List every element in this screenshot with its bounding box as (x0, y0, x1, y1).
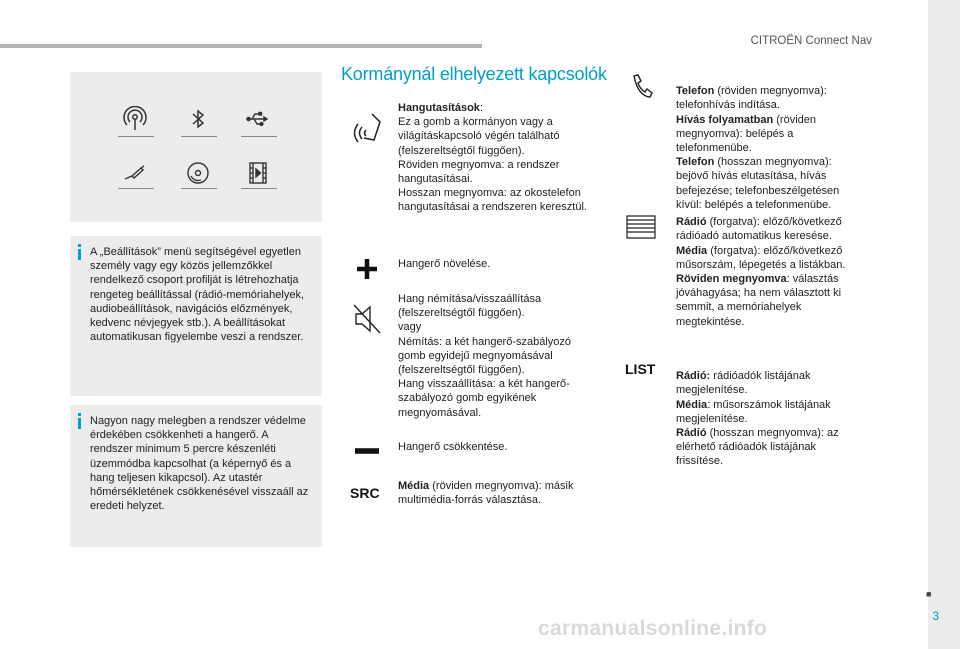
control-thumb-b3: Röviden megnyomva (676, 273, 787, 286)
thumbwheel-icon (624, 214, 658, 240)
mute-icon (352, 302, 382, 336)
control-thumb-t1: (forgatva): előző/következő rádióadó automatikus keresése. (676, 216, 842, 243)
control-src-text: (röviden megnyomva): másik multimédia-forrás választása. (398, 480, 574, 507)
aux-cable-icon (118, 156, 152, 190)
info-note-settings (70, 236, 322, 396)
phone-icon (630, 72, 654, 100)
info-icon (78, 244, 81, 260)
watermark: carmanualsonline.info (538, 617, 768, 640)
control-phone-t3: (hosszan megnyomva): bejövő hívás elutasítása, hívás befejezése; telefonbeszélgetésen kívül: belépés a telefonmenübe. (676, 156, 840, 211)
control-volume-down: Hangerő csökkentése. (398, 441, 508, 453)
control-phone-b3: Telefon (676, 156, 715, 169)
section-title: Kormánynál elhelyezett kapcsolók (341, 64, 607, 84)
note-text: Nagyon nagy melegben a rendszer védelme érdekében csökkenheti a hangerő. A rendszer minimum 5 percre készenléti üzemmódba kapcsolhat (a képernyő és a hang teljesen kikapcsol). Az utastér hőmérsékletének csökkenésével visszaáll az eredeti helyzet. (90, 415, 309, 513)
control-list-b3: Rádió (676, 427, 707, 440)
control-list-b1: Rádió: (676, 370, 711, 383)
plus-icon (356, 258, 378, 280)
control-src-bold: Média (398, 480, 430, 492)
page-end-marker: ■ (926, 589, 932, 599)
control-volume-up: Hangerő növelése. (398, 258, 491, 270)
control-phone-b2: Hívás folyamatban (676, 113, 774, 126)
info-note-heat (70, 405, 322, 547)
voice-command-icon (350, 108, 386, 148)
control-list-b2: Média (676, 398, 708, 411)
info-icon (78, 413, 81, 429)
src-label: SRC (350, 485, 380, 501)
list-label: LIST (625, 361, 656, 377)
running-header: CITROËN Connect Nav (750, 35, 872, 47)
control-thumbwheel (676, 201, 861, 329)
control-phone-t1: (röviden megnyomva): telefonhívás indítása. (676, 85, 827, 112)
control-phone (676, 70, 851, 212)
control-list-t1: rádióadók listájának megjelenítése. (676, 370, 811, 397)
minus-icon (354, 446, 380, 456)
page-number: 3 (932, 609, 939, 623)
control-mute: Hang némítása/visszaállítása (felszereltségtől függően). vagy Némítás: a két hangerő-szabályozó gomb egyidejű megnyomásával (felszereltségtől függően). Hang visszaállítása: a két hangerő-szabályozó gomb egyikének megnyomásával. (398, 293, 572, 419)
usb-icon (241, 102, 275, 136)
source-icon-panel (70, 72, 322, 222)
control-voice (398, 101, 588, 215)
header-rule (0, 44, 482, 48)
note-text: A „Beállítások” menü segítségével egyetlen személy vagy egy közös jellemzőkkel rendelkező csoport profilját is létrehozhatja rengeteg beállítással (rádió-memóriahelyek, audiobeállítások, navigációs előzmények, kedvenc névjegyek stb.). A beállításokat automatikusan figyelembe veszi a rendszer. (90, 246, 304, 344)
control-thumb-b2: Média (676, 244, 708, 257)
cd-icon (181, 156, 215, 190)
control-voice-text: : Ez a gomb a kormányon vagy a világításkapcsoló végén található (felszereltségtől függően). Röviden megnyomva: a rendszer hangutasításai. Hosszan megnyomva: az okostelefon hangutasításai a rendszeren keresztül. (398, 102, 587, 214)
control-list-t2: : műsorszámok listájának megjelenítése. (676, 398, 831, 425)
wifi-icon (118, 102, 152, 136)
bluetooth-icon (181, 102, 215, 136)
control-phone-t2: (röviden megnyomva): belépés a telefonmenübe. (676, 113, 816, 155)
control-list (676, 355, 856, 469)
page-margin-strip (928, 0, 960, 649)
video-icon (241, 156, 275, 190)
control-list-t3: (hosszan megnyomva): az elérhető rádióadók listájának frissítése. (676, 427, 839, 468)
control-thumb-b1: Rádió (676, 216, 707, 229)
control-voice-bold: Hangutasítások (398, 102, 480, 114)
control-thumb-t2: (forgatva): előző/következő műsorszám, lépegetés a listákban. (676, 244, 846, 271)
control-thumb-t3: : választás jóváhagyása; ha nem választott ki semmit, a memóriahelyek megtekintése. (676, 273, 842, 328)
control-phone-b1: Telefon (676, 85, 715, 98)
control-src (398, 479, 598, 507)
